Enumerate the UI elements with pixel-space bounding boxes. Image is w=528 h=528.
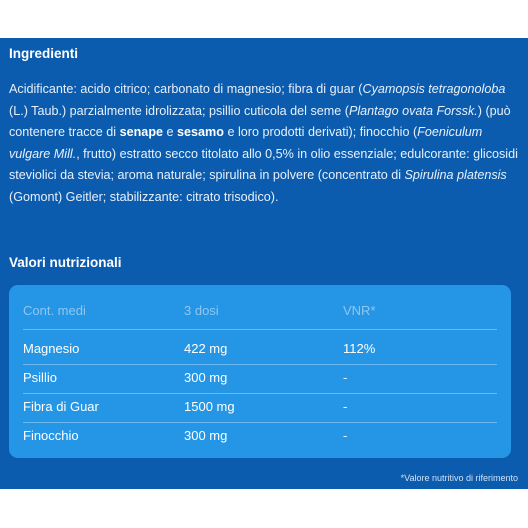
ingredients-segment: e bbox=[163, 125, 178, 139]
ingredients-segment: (Gomont) Geitler; stabilizzante: citrato trisodico). bbox=[9, 189, 279, 204]
nutrient-name: Fibra di Guar bbox=[23, 399, 99, 414]
allergen-sesamo: sesamo bbox=[177, 125, 224, 139]
nutrient-name: Finocchio bbox=[23, 428, 79, 443]
nutrient-name: Magnesio bbox=[23, 341, 80, 356]
ingredients-text bbox=[9, 79, 521, 208]
ingredients-segment: (L.) Taub.) parzialmente idrolizzata; psillio cuticola del seme ( bbox=[9, 103, 349, 118]
table-row bbox=[9, 394, 511, 422]
nutrient-vnr: 112% bbox=[343, 341, 376, 356]
table-row bbox=[9, 423, 511, 451]
ingredients-segment: Acidificante: acido citrico; carbonato di magnesio; fibra di guar ( bbox=[9, 82, 363, 96]
allergen-senape: senape bbox=[119, 125, 164, 139]
nutrient-amount: 300 mg bbox=[184, 370, 228, 385]
nutrient-name: Psillio bbox=[23, 370, 57, 385]
table-divider bbox=[23, 329, 497, 330]
nutrient-vnr: - bbox=[343, 370, 348, 385]
ingredients-heading: Ingredienti bbox=[9, 46, 79, 61]
column-header: VNR* bbox=[343, 303, 376, 318]
ingredients-segment: ) (può contenere tracce di bbox=[9, 103, 511, 139]
table-header-row bbox=[9, 298, 511, 326]
ingredients-segment: e loro prodotti derivati); finocchio ( bbox=[223, 125, 418, 139]
ingredients-latin-name: Foeniculum vulgare Mill. bbox=[9, 125, 483, 161]
nutrient-vnr: - bbox=[343, 399, 348, 414]
nutrition-heading: Valori nutrizionali bbox=[9, 255, 122, 270]
table-row bbox=[9, 336, 511, 364]
vnr-footnote: *Valore nutritivo di riferimento bbox=[400, 473, 518, 483]
nutrient-vnr: - bbox=[343, 428, 348, 443]
ingredients-latin-name: Spirulina platensis bbox=[404, 168, 507, 182]
nutrition-table bbox=[9, 285, 511, 458]
product-info-panel bbox=[0, 38, 528, 489]
ingredients-segment: , frutto) estratto secco titolato allo 0,5% in olio essenziale; edulcorante: glicosidi steviolici da stevia; aroma naturale; spirulina in polvere (concentrato di bbox=[9, 146, 518, 182]
nutrient-amount: 300 mg bbox=[184, 428, 228, 443]
table-row bbox=[9, 365, 511, 393]
column-header: Cont. medi bbox=[23, 303, 86, 318]
ingredients-latin-name: Plantago ovata Forssk. bbox=[348, 103, 478, 118]
column-header: 3 dosi bbox=[184, 303, 219, 318]
nutrient-amount: 1500 mg bbox=[184, 399, 235, 414]
ingredients-latin-name: Cyamopsis tetragonoloba bbox=[362, 82, 506, 96]
nutrient-amount: 422 mg bbox=[184, 341, 228, 356]
